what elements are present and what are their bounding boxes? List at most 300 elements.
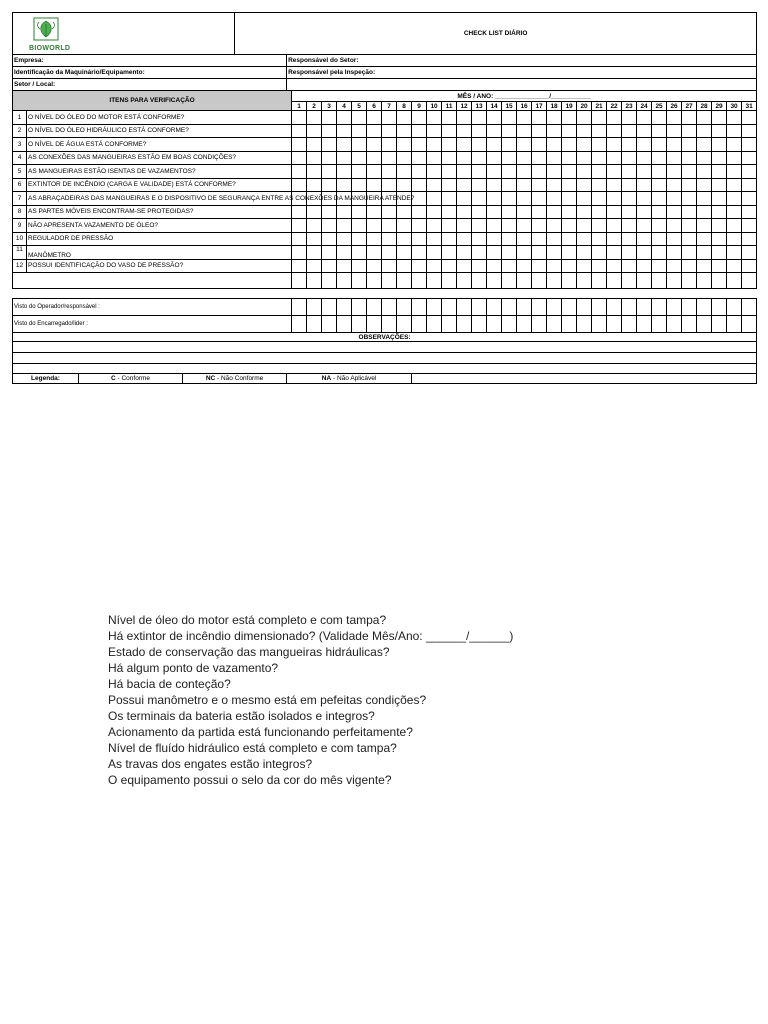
visto-operador-day-cell[interactable] [517,299,532,316]
item-day-cell[interactable] [442,151,457,165]
item-day-cell[interactable] [592,219,607,233]
item-day-cell[interactable] [502,151,517,165]
item-day-cell[interactable] [697,192,712,206]
item-day-cell[interactable] [562,124,577,138]
item-day-cell[interactable] [502,246,517,260]
blank-day-cell[interactable] [442,273,457,289]
item-day-cell[interactable] [382,178,397,192]
blank-day-cell[interactable] [412,273,427,289]
item-day-cell[interactable] [397,151,412,165]
visto-operador-day-cell[interactable] [442,299,457,316]
visto-encarregado-day-cell[interactable] [742,316,757,333]
visto-operador-day-cell[interactable] [532,299,547,316]
mes-ano-field[interactable]: MÊS / ANO: _______________/___________ [292,91,757,102]
visto-operador-day-cell[interactable] [622,299,637,316]
item-day-cell[interactable] [697,151,712,165]
item-day-cell[interactable] [457,205,472,219]
item-day-cell[interactable] [622,192,637,206]
observacoes-line[interactable] [13,353,757,364]
item-day-cell[interactable] [472,219,487,233]
item-day-cell[interactable] [562,219,577,233]
item-day-cell[interactable] [547,124,562,138]
item-day-cell[interactable] [427,138,442,152]
item-day-cell[interactable] [337,138,352,152]
item-day-cell[interactable] [742,219,757,233]
item-day-cell[interactable] [727,246,742,260]
item-day-cell[interactable] [742,178,757,192]
item-day-cell[interactable] [502,232,517,246]
item-day-cell[interactable] [487,192,502,206]
item-day-cell[interactable] [517,205,532,219]
visto-operador-day-cell[interactable] [337,299,352,316]
item-day-cell[interactable] [307,111,322,125]
item-day-cell[interactable] [607,259,622,273]
visto-encarregado-day-cell[interactable] [667,316,682,333]
item-day-cell[interactable] [697,124,712,138]
item-day-cell[interactable] [652,219,667,233]
item-day-cell[interactable] [367,151,382,165]
item-day-cell[interactable] [592,232,607,246]
visto-operador-day-cell[interactable] [457,299,472,316]
item-day-cell[interactable] [562,111,577,125]
item-day-cell[interactable] [727,165,742,179]
item-day-cell[interactable] [532,219,547,233]
visto-operador-day-cell[interactable] [502,299,517,316]
item-day-cell[interactable] [292,232,307,246]
item-day-cell[interactable] [532,111,547,125]
item-day-cell[interactable] [682,111,697,125]
item-day-cell[interactable] [442,124,457,138]
item-day-cell[interactable] [397,259,412,273]
item-day-cell[interactable] [592,259,607,273]
item-day-cell[interactable] [547,219,562,233]
item-day-cell[interactable] [352,151,367,165]
blank-day-cell[interactable] [727,273,742,289]
item-day-cell[interactable] [307,259,322,273]
item-day-cell[interactable] [577,205,592,219]
item-day-cell[interactable] [547,178,562,192]
item-day-cell[interactable] [397,232,412,246]
visto-encarregado-day-cell[interactable] [652,316,667,333]
item-day-cell[interactable] [727,178,742,192]
item-day-cell[interactable] [352,165,367,179]
item-day-cell[interactable] [712,192,727,206]
item-day-cell[interactable] [292,219,307,233]
item-day-cell[interactable] [397,178,412,192]
item-day-cell[interactable] [442,165,457,179]
item-day-cell[interactable] [727,151,742,165]
item-day-cell[interactable] [682,151,697,165]
visto-operador-day-cell[interactable] [487,299,502,316]
item-day-cell[interactable] [412,259,427,273]
visto-encarregado-day-cell[interactable] [307,316,322,333]
item-day-cell[interactable] [637,138,652,152]
item-day-cell[interactable] [292,246,307,260]
item-day-cell[interactable] [397,111,412,125]
item-day-cell[interactable] [727,205,742,219]
item-day-cell[interactable] [682,246,697,260]
item-day-cell[interactable] [367,259,382,273]
item-day-cell[interactable] [457,138,472,152]
item-day-cell[interactable] [412,138,427,152]
item-day-cell[interactable] [367,111,382,125]
setor-value[interactable] [287,79,757,91]
item-day-cell[interactable] [307,232,322,246]
visto-operador-day-cell[interactable] [697,299,712,316]
item-day-cell[interactable] [532,138,547,152]
item-day-cell[interactable] [352,259,367,273]
item-day-cell[interactable] [532,165,547,179]
item-day-cell[interactable] [457,192,472,206]
blank-day-cell[interactable] [667,273,682,289]
blank-day-cell[interactable] [502,273,517,289]
item-day-cell[interactable] [427,205,442,219]
item-day-cell[interactable] [352,124,367,138]
item-day-cell[interactable] [622,151,637,165]
item-day-cell[interactable] [487,219,502,233]
item-day-cell[interactable] [472,259,487,273]
item-day-cell[interactable] [547,138,562,152]
item-day-cell[interactable] [397,205,412,219]
item-day-cell[interactable] [637,165,652,179]
item-day-cell[interactable] [682,205,697,219]
item-day-cell[interactable] [337,259,352,273]
item-day-cell[interactable] [412,111,427,125]
item-day-cell[interactable] [457,165,472,179]
item-day-cell[interactable] [532,232,547,246]
visto-operador-day-cell[interactable] [427,299,442,316]
item-day-cell[interactable] [727,111,742,125]
visto-operador-day-cell[interactable] [292,299,307,316]
visto-encarregado-day-cell[interactable] [382,316,397,333]
blank-day-cell[interactable] [382,273,397,289]
item-day-cell[interactable] [667,205,682,219]
item-day-cell[interactable] [742,232,757,246]
item-day-cell[interactable] [667,165,682,179]
item-day-cell[interactable] [382,246,397,260]
item-day-cell[interactable] [532,151,547,165]
item-day-cell[interactable] [322,205,337,219]
item-day-cell[interactable] [292,151,307,165]
item-day-cell[interactable] [382,124,397,138]
observacoes-line[interactable] [13,342,757,353]
item-day-cell[interactable] [487,232,502,246]
item-day-cell[interactable] [442,259,457,273]
item-day-cell[interactable] [682,259,697,273]
visto-encarregado-day-cell[interactable] [637,316,652,333]
item-day-cell[interactable] [622,111,637,125]
item-day-cell[interactable] [712,205,727,219]
item-day-cell[interactable] [697,246,712,260]
visto-operador-day-cell[interactable] [382,299,397,316]
observacoes-line[interactable] [13,364,757,374]
item-day-cell[interactable] [577,124,592,138]
item-day-cell[interactable] [697,259,712,273]
item-day-cell[interactable] [427,151,442,165]
item-day-cell[interactable] [472,165,487,179]
item-day-cell[interactable] [607,165,622,179]
item-day-cell[interactable] [652,192,667,206]
item-day-cell[interactable] [427,111,442,125]
item-day-cell[interactable] [562,205,577,219]
item-day-cell[interactable] [292,138,307,152]
item-day-cell[interactable] [727,124,742,138]
item-day-cell[interactable] [517,178,532,192]
visto-operador-day-cell[interactable] [667,299,682,316]
item-day-cell[interactable] [652,232,667,246]
item-day-cell[interactable] [502,219,517,233]
item-day-cell[interactable] [502,205,517,219]
item-day-cell[interactable] [592,178,607,192]
item-day-cell[interactable] [412,246,427,260]
blank-day-cell[interactable] [532,273,547,289]
item-day-cell[interactable] [382,219,397,233]
item-day-cell[interactable] [322,165,337,179]
item-day-cell[interactable] [427,192,442,206]
item-day-cell[interactable] [682,138,697,152]
item-day-cell[interactable] [577,232,592,246]
blank-day-cell[interactable] [292,273,307,289]
blank-item-cell[interactable] [13,273,292,289]
blank-day-cell[interactable] [472,273,487,289]
item-day-cell[interactable] [367,178,382,192]
item-day-cell[interactable] [607,111,622,125]
item-day-cell[interactable] [637,232,652,246]
item-day-cell[interactable] [307,178,322,192]
visto-encarregado-day-cell[interactable] [697,316,712,333]
item-day-cell[interactable] [577,151,592,165]
item-day-cell[interactable] [412,124,427,138]
item-day-cell[interactable] [502,165,517,179]
item-day-cell[interactable] [352,111,367,125]
item-day-cell[interactable] [502,111,517,125]
item-day-cell[interactable] [727,219,742,233]
item-day-cell[interactable] [652,259,667,273]
item-day-cell[interactable] [607,232,622,246]
blank-day-cell[interactable] [352,273,367,289]
item-day-cell[interactable] [622,178,637,192]
visto-encarregado-day-cell[interactable] [727,316,742,333]
item-day-cell[interactable] [367,165,382,179]
item-day-cell[interactable] [667,259,682,273]
item-day-cell[interactable] [667,219,682,233]
item-day-cell[interactable] [382,259,397,273]
item-day-cell[interactable] [517,138,532,152]
visto-encarregado-day-cell[interactable] [367,316,382,333]
item-day-cell[interactable] [712,219,727,233]
item-day-cell[interactable] [547,232,562,246]
item-day-cell[interactable] [442,246,457,260]
item-day-cell[interactable] [637,259,652,273]
item-day-cell[interactable] [742,246,757,260]
item-day-cell[interactable] [292,178,307,192]
item-day-cell[interactable] [577,246,592,260]
visto-encarregado-day-cell[interactable] [682,316,697,333]
item-day-cell[interactable] [307,246,322,260]
item-day-cell[interactable] [667,178,682,192]
item-day-cell[interactable] [637,178,652,192]
item-day-cell[interactable] [337,111,352,125]
visto-operador-day-cell[interactable] [682,299,697,316]
visto-operador-day-cell[interactable] [727,299,742,316]
item-day-cell[interactable] [577,178,592,192]
item-day-cell[interactable] [652,111,667,125]
item-day-cell[interactable] [712,178,727,192]
item-day-cell[interactable] [367,138,382,152]
visto-encarregado-day-cell[interactable] [352,316,367,333]
item-day-cell[interactable] [337,165,352,179]
visto-encarregado-day-cell[interactable] [622,316,637,333]
blank-day-cell[interactable] [337,273,352,289]
item-day-cell[interactable] [307,205,322,219]
item-day-cell[interactable] [682,165,697,179]
item-day-cell[interactable] [472,138,487,152]
item-day-cell[interactable] [697,219,712,233]
visto-operador-day-cell[interactable] [397,299,412,316]
item-day-cell[interactable] [322,246,337,260]
item-day-cell[interactable] [547,246,562,260]
item-day-cell[interactable] [367,219,382,233]
visto-operador-day-cell[interactable] [562,299,577,316]
item-day-cell[interactable] [727,259,742,273]
item-day-cell[interactable] [532,259,547,273]
blank-day-cell[interactable] [652,273,667,289]
visto-encarregado-day-cell[interactable] [292,316,307,333]
item-day-cell[interactable] [742,192,757,206]
item-day-cell[interactable] [547,111,562,125]
item-day-cell[interactable] [307,124,322,138]
visto-operador-day-cell[interactable] [592,299,607,316]
item-day-cell[interactable] [337,232,352,246]
item-day-cell[interactable] [382,151,397,165]
item-day-cell[interactable] [382,232,397,246]
item-day-cell[interactable] [547,192,562,206]
item-day-cell[interactable] [487,165,502,179]
item-day-cell[interactable] [532,178,547,192]
item-day-cell[interactable] [637,124,652,138]
item-day-cell[interactable] [652,151,667,165]
item-day-cell[interactable] [517,124,532,138]
visto-encarregado-day-cell[interactable] [322,316,337,333]
item-day-cell[interactable] [712,111,727,125]
item-day-cell[interactable] [652,246,667,260]
item-day-cell[interactable] [487,111,502,125]
item-day-cell[interactable] [742,151,757,165]
blank-day-cell[interactable] [637,273,652,289]
visto-operador-day-cell[interactable] [637,299,652,316]
visto-operador-day-cell[interactable] [577,299,592,316]
blank-day-cell[interactable] [607,273,622,289]
item-day-cell[interactable] [592,151,607,165]
item-day-cell[interactable] [382,138,397,152]
item-day-cell[interactable] [712,246,727,260]
item-day-cell[interactable] [367,246,382,260]
blank-day-cell[interactable] [322,273,337,289]
item-day-cell[interactable] [652,165,667,179]
item-day-cell[interactable] [742,205,757,219]
item-day-cell[interactable] [697,138,712,152]
item-day-cell[interactable] [397,246,412,260]
blank-day-cell[interactable] [427,273,442,289]
visto-operador-day-cell[interactable] [547,299,562,316]
item-day-cell[interactable] [637,151,652,165]
item-day-cell[interactable] [457,232,472,246]
item-day-cell[interactable] [712,124,727,138]
item-day-cell[interactable] [712,259,727,273]
item-day-cell[interactable] [532,246,547,260]
item-day-cell[interactable] [337,178,352,192]
item-day-cell[interactable] [607,246,622,260]
blank-day-cell[interactable] [457,273,472,289]
item-day-cell[interactable] [742,124,757,138]
item-day-cell[interactable] [337,151,352,165]
item-day-cell[interactable] [322,151,337,165]
item-day-cell[interactable] [517,259,532,273]
item-day-cell[interactable] [742,111,757,125]
item-day-cell[interactable] [487,205,502,219]
item-day-cell[interactable] [457,259,472,273]
item-day-cell[interactable] [517,151,532,165]
item-day-cell[interactable] [607,178,622,192]
item-day-cell[interactable] [682,232,697,246]
blank-day-cell[interactable] [487,273,502,289]
item-day-cell[interactable] [652,205,667,219]
item-day-cell[interactable] [667,138,682,152]
item-day-cell[interactable] [727,192,742,206]
item-day-cell[interactable] [607,124,622,138]
item-day-cell[interactable] [682,178,697,192]
item-day-cell[interactable] [457,219,472,233]
item-day-cell[interactable] [337,124,352,138]
item-day-cell[interactable] [712,138,727,152]
item-day-cell[interactable] [502,138,517,152]
item-day-cell[interactable] [667,111,682,125]
item-day-cell[interactable] [487,124,502,138]
item-day-cell[interactable] [547,205,562,219]
item-day-cell[interactable] [457,151,472,165]
item-day-cell[interactable] [307,138,322,152]
item-day-cell[interactable] [622,219,637,233]
item-day-cell[interactable] [577,111,592,125]
item-day-cell[interactable] [457,111,472,125]
item-day-cell[interactable] [382,165,397,179]
item-day-cell[interactable] [592,111,607,125]
item-day-cell[interactable] [307,219,322,233]
visto-encarregado-day-cell[interactable] [712,316,727,333]
item-day-cell[interactable] [562,246,577,260]
item-day-cell[interactable] [607,151,622,165]
item-day-cell[interactable] [427,124,442,138]
blank-day-cell[interactable] [397,273,412,289]
visto-encarregado-day-cell[interactable] [592,316,607,333]
item-day-cell[interactable] [667,246,682,260]
item-day-cell[interactable] [442,205,457,219]
item-day-cell[interactable] [457,124,472,138]
visto-encarregado-day-cell[interactable] [412,316,427,333]
item-day-cell[interactable] [502,192,517,206]
blank-day-cell[interactable] [592,273,607,289]
item-day-cell[interactable] [412,205,427,219]
item-day-cell[interactable] [442,232,457,246]
item-day-cell[interactable] [352,205,367,219]
blank-day-cell[interactable] [622,273,637,289]
item-day-cell[interactable] [352,246,367,260]
blank-day-cell[interactable] [307,273,322,289]
item-day-cell[interactable] [577,192,592,206]
item-day-cell[interactable] [697,165,712,179]
item-day-cell[interactable] [502,259,517,273]
visto-encarregado-day-cell[interactable] [457,316,472,333]
